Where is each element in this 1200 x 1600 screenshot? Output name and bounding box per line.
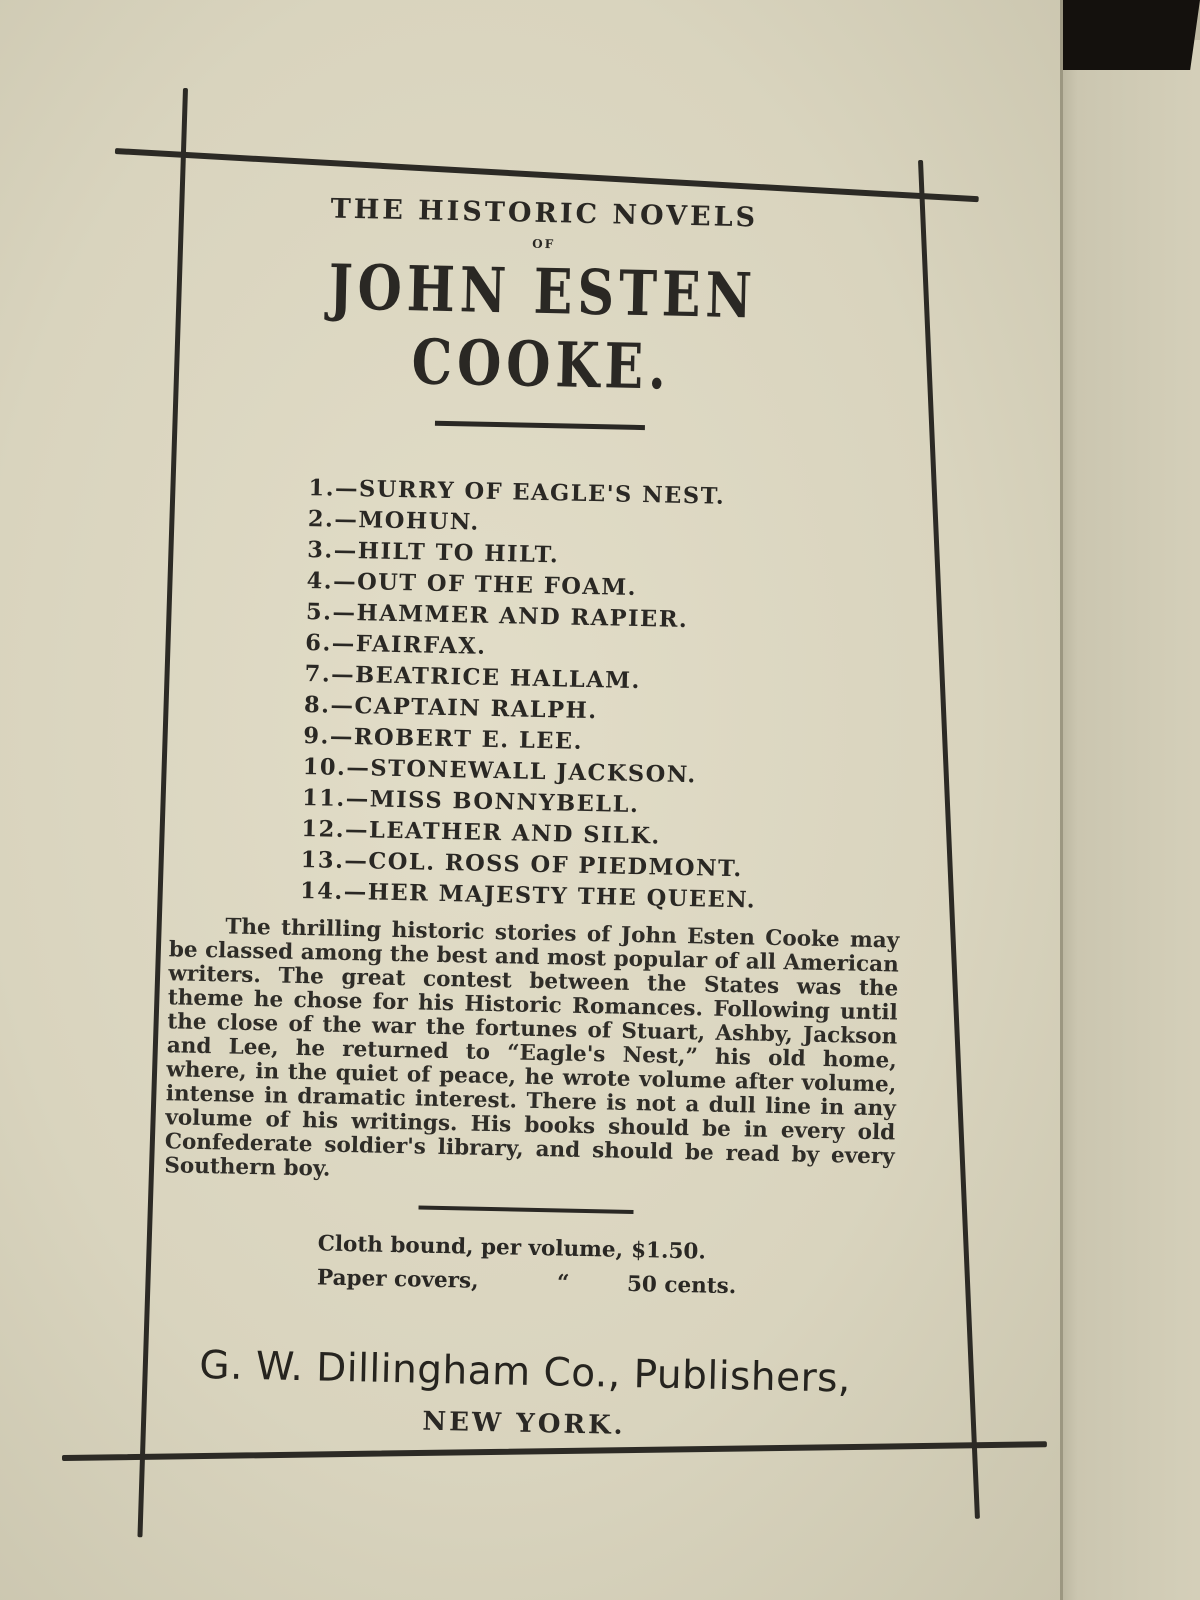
list-item: 12.—LEATHER AND SILK. — [301, 816, 662, 850]
advertisement-content — [139, 180, 925, 1447]
facing-page — [1040, 40, 1200, 1600]
price-list — [317, 1227, 903, 1307]
list-item: 5.—HAMMER AND RAPIER. — [305, 599, 689, 634]
list-item: 4.—OUT OF THE FOAM. — [306, 568, 638, 601]
list-item: 1.—SURRY OF EAGLE'S NEST. — [308, 475, 726, 510]
publisher-name: G. W. Dillingham Co., Publishers, — [198, 1342, 852, 1402]
ditto-mark: “ — [556, 1270, 570, 1296]
list-item: 9.—ROBERT E. LEE. — [303, 723, 584, 755]
divider-rule — [435, 421, 645, 430]
border-bottom-rule — [62, 1441, 1047, 1461]
list-item: 8.—CAPTAIN RALPH. — [303, 692, 598, 725]
border-right-rule — [918, 160, 980, 1519]
divider-rule — [418, 1206, 633, 1215]
of-label: OF — [532, 236, 556, 252]
series-heading: THE HISTORIC NOVELS — [330, 193, 759, 234]
price-label: Cloth bound, per volume, — [317, 1231, 624, 1263]
price-label: Paper covers, — [316, 1265, 479, 1294]
list-item: 2.—MOHUN. — [307, 506, 481, 536]
list-item: 3.—HILT TO HILT. — [307, 537, 560, 569]
publisher-city: NEW YORK. — [422, 1406, 626, 1441]
novel-list — [150, 470, 919, 920]
price-value: $1.50. — [630, 1237, 707, 1265]
list-item: 11.—MISS BONNYBELL. — [301, 785, 640, 819]
price-value: 50 cents. — [626, 1271, 737, 1300]
list-item: 7.—BEATRICE HALLAM. — [304, 661, 642, 695]
author-name: JOHN ESTEN COOKE. — [327, 250, 758, 404]
list-item: 10.—STONEWALL JACKSON. — [302, 754, 698, 789]
list-item: 6.—FAIRFAX. — [305, 630, 487, 660]
description-paragraph: The thrilling historic stories of John Esten Cooke may be classed among the best and most popular of all American writers. The great contest between the States was the theme he chose for his Historic Romances. Following until the close of the war the fortunes of Stuart, Ashby, Jackson and Lee, he returned to “Eagle's Nest,” his old home, where, in the quiet of peace, he wrote volume after volume, intense in dramatic interest. There is not a dull line in any volume of his writings. His books should be in every old Confederate soldier's library, and should be read by every Southern boy. — [164, 914, 900, 1182]
list-item: 14.—HER MAJESTY THE QUEEN. — [299, 877, 757, 914]
list-item: 13.—COL. ROSS OF PIEDMONT. — [300, 846, 744, 883]
